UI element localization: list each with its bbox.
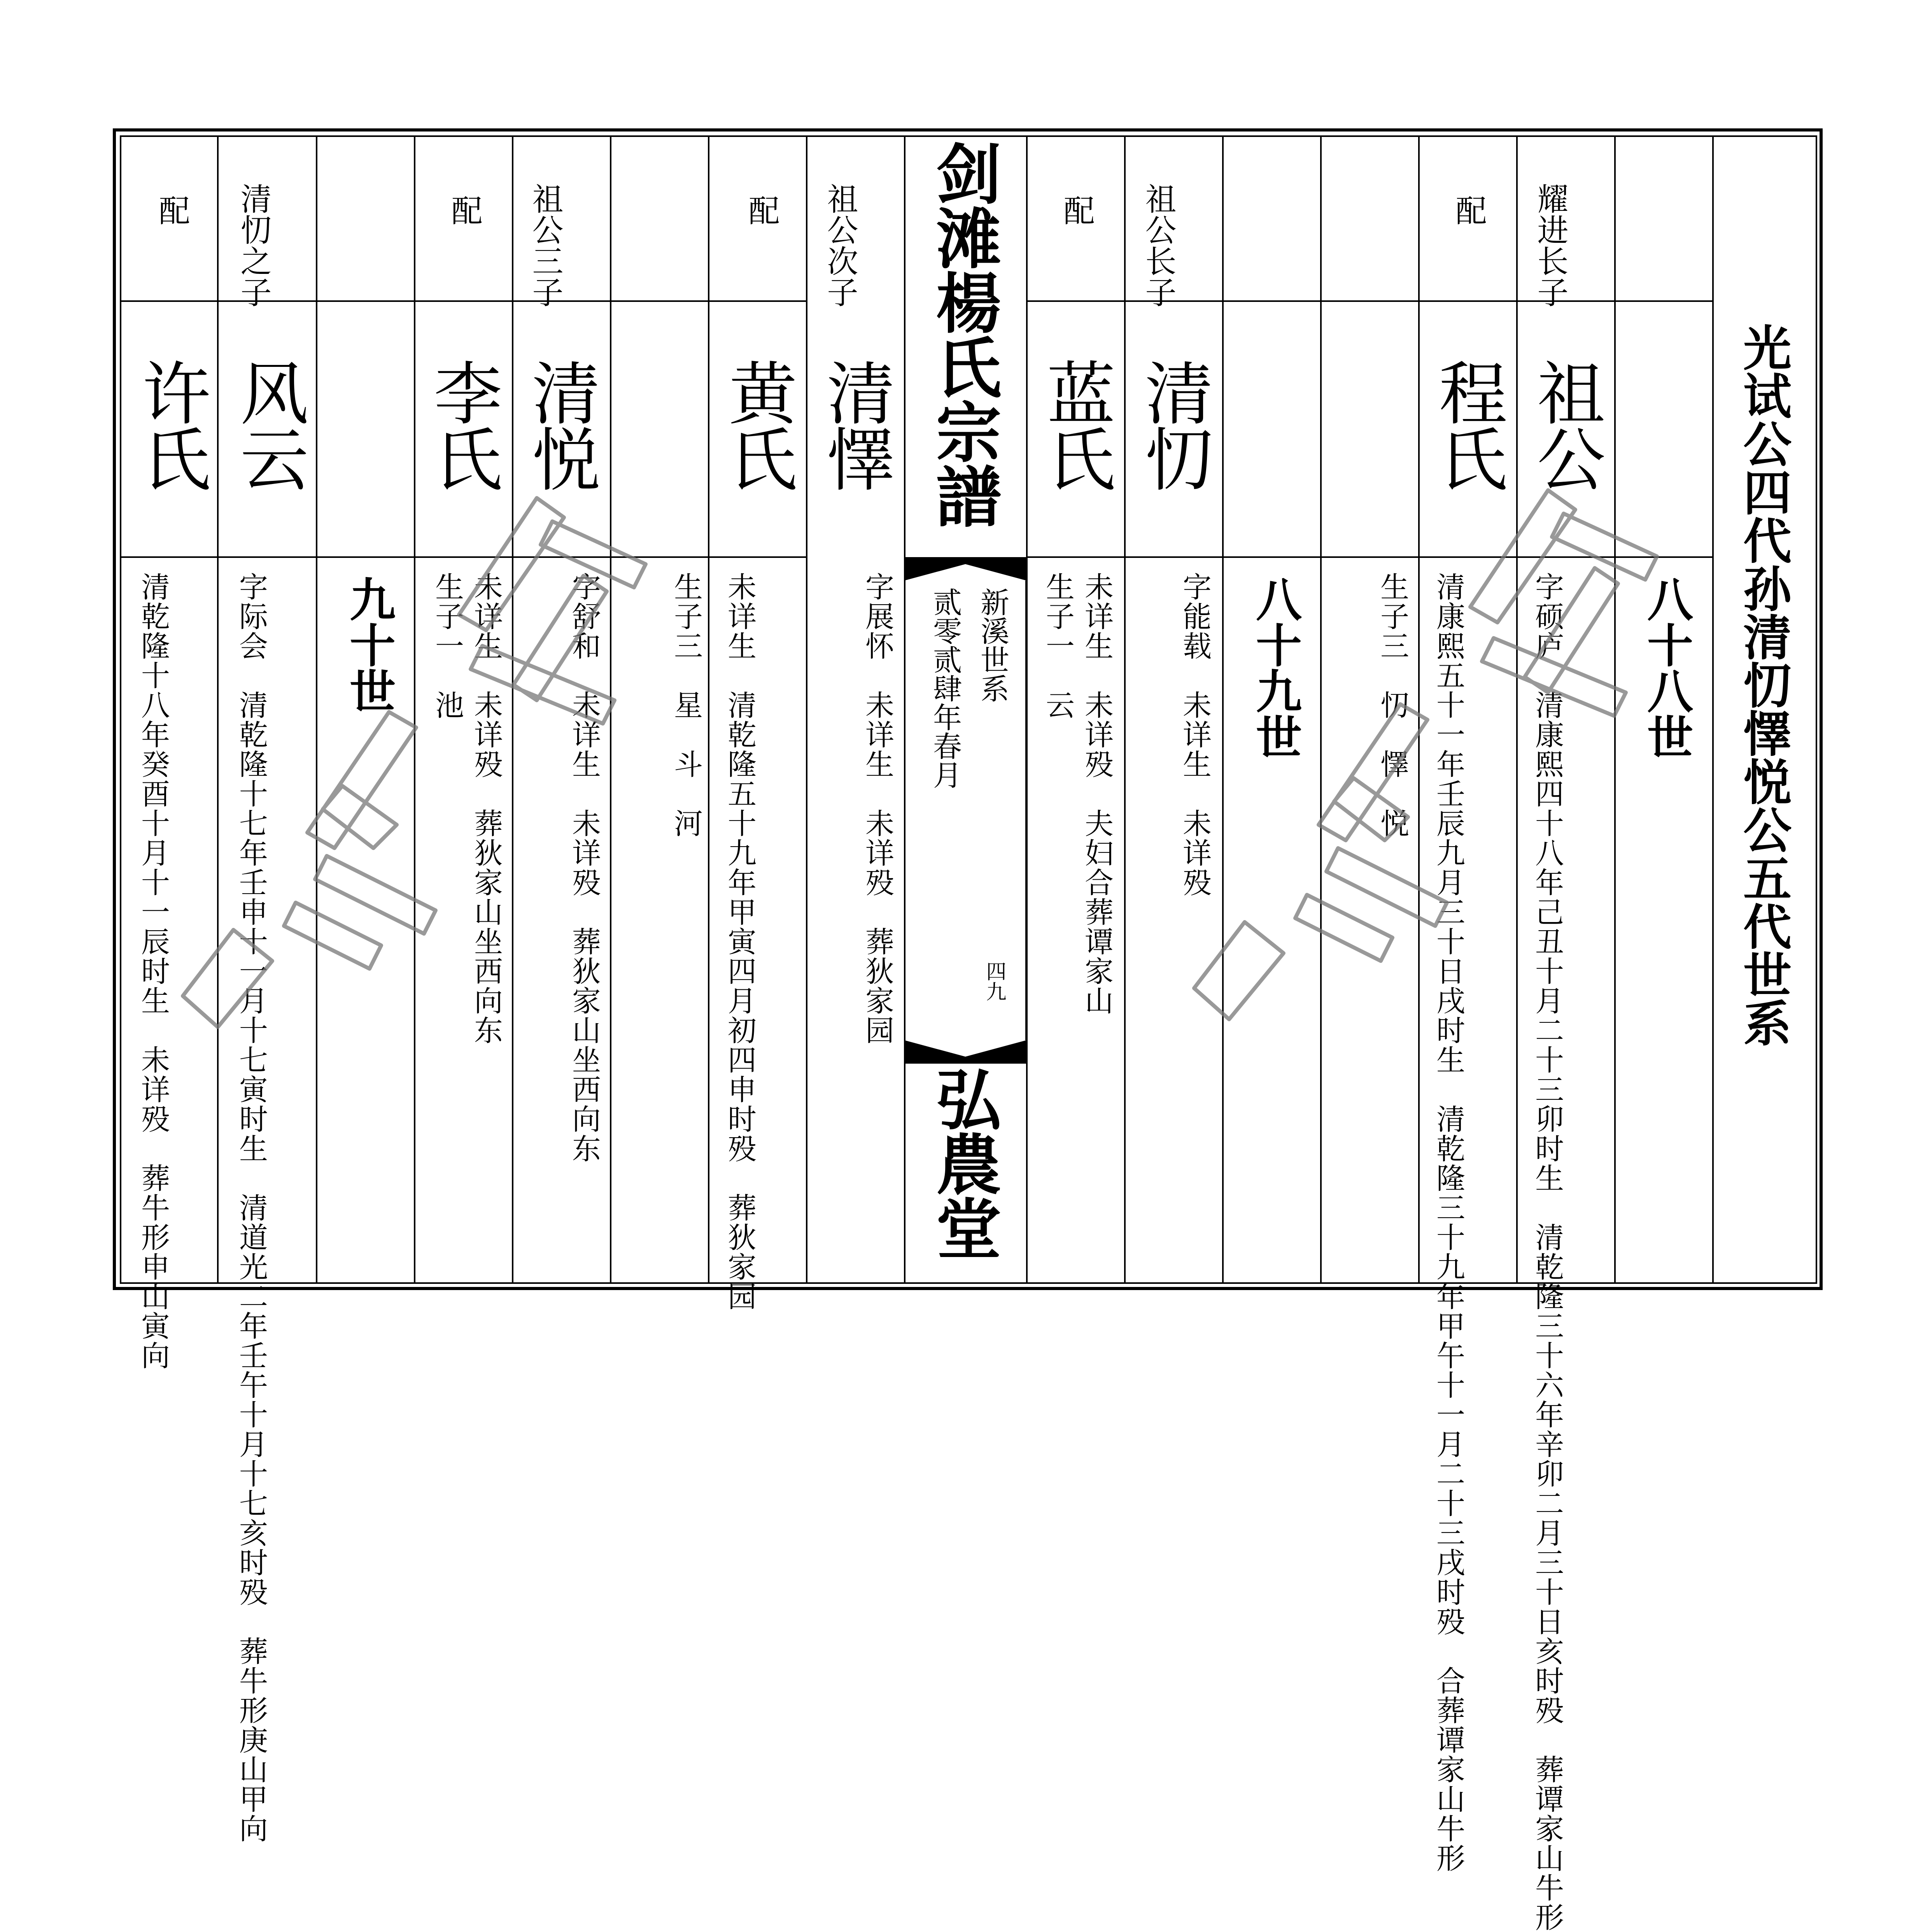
person-name: 黄氏: [717, 358, 797, 490]
column-divider: [708, 136, 709, 1283]
relation-row-rule: [121, 300, 806, 302]
person-name: 清忉: [1133, 358, 1213, 490]
column-divider: [610, 136, 611, 1283]
sons-record: 生子一 池: [431, 572, 464, 720]
person-name: 程氏: [1427, 358, 1507, 490]
sons-record: 生子三 忉 懌 悦: [1376, 572, 1409, 838]
relation-label: 配: [154, 195, 190, 226]
generation-88: 八十八世: [1639, 576, 1694, 759]
column-divider: [414, 136, 415, 1283]
person-name: 清悦: [520, 358, 600, 490]
person-name: 清懌: [815, 358, 895, 490]
page-title: 光试公四代孙清忉懌悦公五代世系: [1735, 323, 1792, 1047]
person-name: 风云: [229, 358, 308, 490]
relation-label: 祖公次子: [822, 183, 858, 307]
biography-text: 未详生 未详殁 葬狄家山坐西向东: [469, 572, 503, 1045]
relation-label: 祖公长子: [1140, 183, 1176, 307]
relation-label: 配: [1450, 195, 1487, 226]
relation-label: 配: [1058, 195, 1095, 226]
biography-text: 未详生 未详殁 夫妇合葬谭家山: [1080, 572, 1114, 1015]
page-number: 四九: [983, 961, 1006, 1001]
column-divider: [1418, 136, 1420, 1283]
biography-text: 字舒和 未详生 未详殁 葬狄家山坐西向东: [567, 572, 601, 1163]
column-divider: [217, 136, 219, 1283]
sons-record: 生子三 星 斗 河: [669, 572, 703, 838]
biography-text: 字能载 未详生 未详殁: [1178, 572, 1212, 897]
relation-label: 耀进长子: [1532, 183, 1568, 307]
generation-90: 九十世: [342, 576, 396, 714]
person-name: 蓝氏: [1035, 358, 1115, 490]
relation-label: 清忉之子: [235, 183, 271, 307]
column-divider: [1320, 136, 1322, 1283]
person-name: 许氏: [131, 358, 210, 490]
column-divider: [1222, 136, 1224, 1283]
column-divider: [1614, 136, 1616, 1283]
column-divider: [1712, 136, 1714, 1283]
biography-text: 字硕庐 清康熙四十八年己丑十月二十三卯时生 清乾隆三十六年辛卯二月三十日亥时殁 葬谭家山牛形: [1531, 572, 1564, 1932]
person-name: 祖公: [1525, 358, 1605, 490]
compile-date: 贰零贰肆年春月: [928, 587, 962, 789]
biography-text: 字展怀 未详生 未详殁 葬狄家园: [861, 572, 894, 1045]
column-divider: [512, 136, 513, 1283]
column-divider: [806, 136, 807, 1283]
generation-89: 八十九世: [1248, 576, 1302, 759]
hall-name: 弘農堂: [925, 1066, 1002, 1260]
relation-label: 祖公三子: [527, 183, 563, 307]
column-divider: [1026, 136, 1028, 1283]
relation-label: 配: [743, 195, 779, 226]
name-row-rule: [1026, 556, 1712, 558]
biography-text: 未详生 清乾隆五十九年甲寅四月初四申时殁 葬狄家园: [723, 572, 757, 1311]
sons-record: 生子一 云: [1041, 572, 1075, 720]
series-label: 新溪世系: [976, 587, 1009, 703]
column-divider: [1124, 136, 1126, 1283]
biography-text: 清乾隆十八年癸酉十月十一辰时生 未详殁 葬牛形申山寅向: [137, 572, 170, 1370]
genealogy-title: 剑滩楊氏宗譜: [925, 140, 1002, 528]
column-divider: [1516, 136, 1518, 1283]
person-name: 李氏: [422, 358, 502, 490]
biography-text: 字际会 清乾隆十七年壬申十一月十七寅时生 清道光二年壬午十月十七亥时殁 葬牛形庚山甲向: [235, 572, 268, 1843]
relation-row-rule: [1026, 300, 1712, 302]
name-row-rule: [121, 556, 806, 558]
relation-label: 配: [446, 195, 482, 226]
column-divider: [316, 136, 317, 1283]
biography-text: 清康熙五十一年壬辰九月三十日戌时生 清乾隆三十九年甲午十一月二十三戌时殁 合葬谭家山牛形: [1432, 572, 1465, 1873]
